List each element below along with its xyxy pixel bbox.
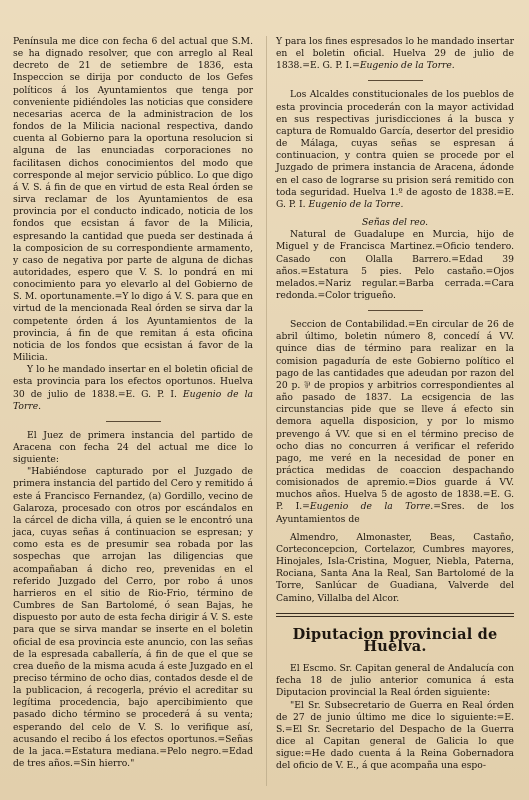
right-paragraph-1: [276, 36, 514, 72]
double-rule: [276, 613, 514, 617]
right-paragraph-1-text: Y para los fines espresados lo he mandado insertar en el boletin oficial. Huelva 29 de julio de 1838.=E. G. P. I.=: [276, 36, 514, 72]
separator: [106, 421, 161, 422]
right-paragraph-3: Natural de Guadalupe en Murcia, hijo de Miguel y de Francisca Martinez.=Oficio tendero. Casado con Olalla Barrero.=Edad 39 años.=Estatura 5 pies. Pelo castaño.=Ojos melados.=Nariz regular.=Barba cerrada.=Cara redonda.=Color trigueño.: [276, 229, 514, 301]
right-paragraph-2: [276, 89, 514, 211]
right-paragraph-4-tail: =Sres. de los Ayuntamientos de: [276, 501, 514, 525]
right-paragraph-5: El Escmo. Sr. Capitan general de Andalucía con fecha 18 de julio anterior comunica á esta Diputacion provincial la Real órden siguiente:: [276, 663, 514, 699]
right-paragraph-6: "El Sr. Subsecretario de Guerra en Real órden de 27 de junio último me dice lo siguiente:=E. S.=El Sr. Secretario del Despacho de la Guerra dice al Capitan general de Galicia lo que sigue:=He dado cuenta á la Reina Gobernadora del oficio de V. E., á que acompaña una espo-: [276, 699, 514, 772]
left-paragraph-3: El Juez de primera instancia del partido de Aracena con fecha 24 del actual me dice lo siguiente:: [13, 429, 253, 466]
right-paragraph-2-text: Los Alcaldes constitucionales de los pueblos de esta provincia procederán con la mayor actividad en sus respectivas jurisdicciones á la busca y captura de Romualdo García, desertor del presidio de Málaga, cuyas señas se espresan á continuacion, y contra quien se procede por el Juzgado de primera instancia de Aracena, ádonde en el caso de lograrse su prision será remitido con toda seguridad. Huelva 1.º de agosto de 1838.=E. G. P. I.: [276, 89, 514, 210]
separator: [368, 310, 423, 311]
left-column: [13, 36, 253, 770]
column-divider: [266, 36, 267, 786]
left-paragraph-2-text: Y lo he mandado insertar en el boletin oficial de esta provincia para los efectos oportunos. Huelva 30 de julio de 1838.=E. G. P. I.: [13, 364, 253, 400]
separator: [368, 80, 423, 81]
right-places-list: Almendro, Almonaster, Beas, Castaño, Corteconcepcion, Cortelazor, Cumbres mayores, Hinojales, Isla-Cristina, Moguer, Niebla, Paterna, Rociana, Santa Ana la Real, San Bartolomé de la Torre, Sanlúcar de Guadiana, Valverde del Camino, Villalba del Alcor.: [276, 531, 514, 604]
right-paragraph-1-signature: Eugenio de la Torre.: [359, 60, 455, 72]
left-paragraph-1: Península me dice con fecha 6 del actual que S.M. se ha dignado resolver, que con arreglo al Real decreto de 21 de setiembre de 1836, esta Inspeccion se dirija por conducto de los Gefes políticos á los Ayuntamientos que tenga por conveniente pidiéndoles las noticias que considere necesarias acerca de la administracion de los fondos de la Milicia nacional respectiva, dando cuenta al Gobierno para la oportuna resolucion si alguna de las enunciadas corporaciones no facilitasen dichos conocimientos del modo que corresponde al mejor servicio público. Lo que digo á V. S. á fin de que en virtud de esta Real órden se sirva reclamar de los Ayuntamientos de esa provincia por el conducto indicado, noticia de los fondos que ecsistan á favor de la Milicia, espresando la cantidad que pueda ser destinada á la composicion de su correspondiente armamento, y caso de negativa por parte de alguna de dichas autoridades, espero que V. S. lo pondrá en mi conocimiento para yo elevarlo al del Gobierno de S. M. oportunamente.=Y lo digo á V. S. para que en virtud de la mencionada Real órden se sirva dar la competente órden á los Ayuntamientos de la provincia, á fin de que remitan á esta oficina noticia de los fondos que ecsistan á favor de la Milicia.: [13, 36, 253, 364]
left-paragraph-2: [13, 364, 253, 413]
right-paragraph-4-text: Seccion de Contabilidad.=En circular de 26 de abril último, boletin número 8, concedí á VV. quince dias de término para realizar en la comision pagaduría de este Gobierno político el pago de las cantidades que adeudan por razon del 20 p. ⅌ de propios y arbitrios correspondientes al año pasado de 1837. La ecsigencia de las circunstancias pide que se lleve á efecto sin demora aquella disposicion, y por lo mismo prevengo á VV. que si en el término preciso de ocho dias no concurren á verificar el referido pago, me veré en la necesidad de poner en práctica medidas de coaccion despachando comisionados de apremio.=Dios guarde á VV. muchos años. Huelva 5 de agosto de 1838.=E. G. P. I.=: [276, 319, 514, 513]
left-paragraph-4: "Habiéndose capturado por el Juzgado de primera instancia del partido del Cero y remitido á este á Francisco Fernandez, (a) Gordillo, vecino de Galaroza, procesado con otros por escándalos en la cárcel de dicha villa, á quien se le encontró una jaca, cuyas señas á continuacion se espresan; y como esta es de presumir sea robada por las sospechas que arrojan las diligencias que acompañaban á dicho reo, prevenidas en el referido Juzgado del Cerro, por robo á unos harrieros en el sitio de Rio-Frio, término de Cumbres de San Bartolomé, ó sean Bajas, he dispuesto por auto de esta fecha dirigir á V. S. este para que se sirva mandar se inserte en el boletin oficial de esa provincia este anuncio, con las señas de la espresada caballería, á fin de que el que se crea dueño de la misma acuda á este Juzgado en el preciso término de ocho dias, contados desde el de la publicacion, á recogerla, prévio el acreditar su legítima procedencia, bajo apercibimiento que pasado dicho término se procederá á su venta; esperando del celo de V. S. lo verifique así, acusando el recibo á los efectos oportunos.=Señas de la jaca.=Estatura mediana.=Pelo negro.=Edad de tres años.=Sin hierro.": [13, 466, 253, 770]
right-column: [276, 36, 514, 772]
right-paragraph-4-signature: Eugenio de la Torre.: [309, 501, 434, 513]
right-paragraph-2-signature: Eugenio de la Torre.: [308, 198, 404, 210]
right-section-title: Señas del reo.: [361, 217, 429, 229]
right-paragraph-4: [276, 319, 514, 526]
left-paragraph-2-signature: Eugenio de la Torre.: [13, 388, 254, 412]
section-heading: Diputacion provincial de Huelva.: [292, 625, 498, 655]
